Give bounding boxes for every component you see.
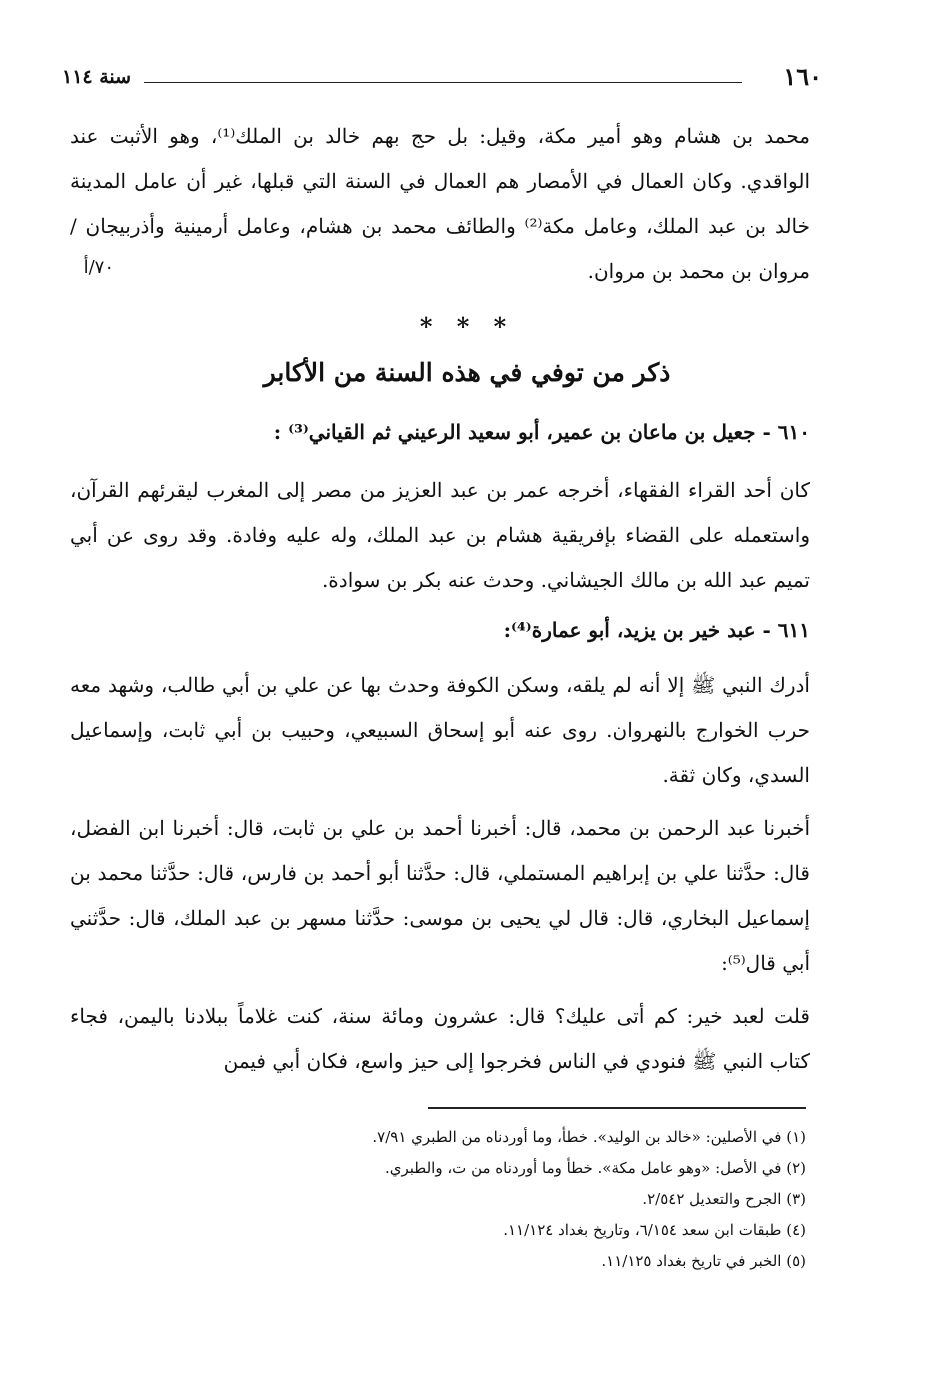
entry-heading-610: ٦١٠ - جعيل بن ماعان بن عمير، أبو سعيد الرعيني ثم القياني⁽³⁾ :: [273, 420, 810, 444]
paragraph-text: كان أحد القراء الفقهاء، أخرجه عمر بن عبد العزيز من مصر إلى المغرب ليقرئهم القرآن، واستعمله على القضاء بإفريقية هشام بن عبد الملك، وله عليه وفادة. وقد روى عن أبي تميم عبد الله بن مالك الجيشاني. وحدث عنه بكر بن سوادة.: [70, 478, 810, 592]
footnote-rule: [428, 1107, 806, 1109]
manuscript-folio-ref: ٧٠/أ: [83, 257, 114, 278]
paragraph-narration: [70, 994, 810, 1084]
page-number: ١٦٠: [783, 62, 822, 91]
footnote-4: (٤) طبقات ابن سعد ٦/١٥٤، وتاريخ بغداد ١١/١٢٤.: [503, 1221, 806, 1239]
paragraph-intro: [70, 114, 810, 294]
paragraph-text: أدرك النبي ﷺ إلا أنه لم يلقه، وسكن الكوفة وحدث بها عن علي بن أبي طالب، وشهد معه حرب الخوارج بالنهروان. روى عنه أبو إسحاق السبيعي، وحبيب بن أبي ثابت، وإسماعيل السدي، وكان ثقة.: [70, 673, 810, 787]
paragraph-text: قلت لعبد خير: كم أتى عليك؟ قال: عشرون ومائة سنة، كنت غلاماً ببلادنا باليمن، فجاء كتاب النبي ﷺ فنودي في الناس فخرجوا إلى حيز واسع، فكان أبي فيمن: [70, 1004, 810, 1073]
section-title: ذكر من توفي في هذه السنة من الأكابر: [263, 358, 671, 387]
paragraph-entry-611: [70, 663, 810, 798]
paragraph-text: محمد بن هشام وهو أمير مكة، وقيل: بل حج بهم خالد بن الملك⁽¹⁾، وهو الأثبت عند الواقدي. وكان العمال في الأمصار هم العمال في السنة التي قبلها، غير أن عامل المدينة خالد بن عبد الملك، وعامل مكة⁽²⁾ والطائف محمد بن هشام، وعامل أرمينية وأذربيجان / مروان بن محمد بن مروان.: [70, 124, 810, 283]
paragraph-entry-610: [70, 468, 810, 603]
footnote-5: (٥) الخبر في تاريخ بغداد ١١/١٢٥.: [601, 1252, 806, 1270]
year-label: سنة ١١٤: [62, 66, 132, 88]
footnote-3: (٣) الجرح والتعديل ٢/٥٤٢.: [642, 1190, 806, 1208]
paragraph-text: أخبرنا عبد الرحمن بن محمد، قال: أخبرنا أحمد بن علي بن ثابت، قال: أخبرنا ابن الفضل، قال: حدَّثنا علي بن إبراهيم المستملي، قال: حدَّثنا أبو أحمد بن فارس، قال: حدَّثنا محمد بن إسماعيل البخاري، قال: قال لي يحيى بن موسى: حدَّثنا مسهر بن عبد الملك، قال: حدَّثني أبي قال⁽⁵⁾:: [70, 816, 810, 975]
running-header: [62, 60, 822, 94]
footnote-1: (١) في الأصلين: «خالد بن الوليد». خطأ، وما أوردناه من الطبري ٧/٩١.: [372, 1128, 806, 1146]
entry-heading-611: ٦١١ - عبد خير بن يزيد، أبو عمارة⁽⁴⁾:: [503, 618, 810, 642]
header-rule: [144, 82, 742, 83]
section-divider-stars: * * *: [419, 312, 515, 341]
footnotes: [166, 1122, 806, 1277]
footnote-2: (٢) في الأصل: «وهو عامل مكة». خطأ وما أوردناه من ت، والطبري.: [384, 1159, 806, 1177]
paragraph-isnad: [70, 806, 810, 986]
